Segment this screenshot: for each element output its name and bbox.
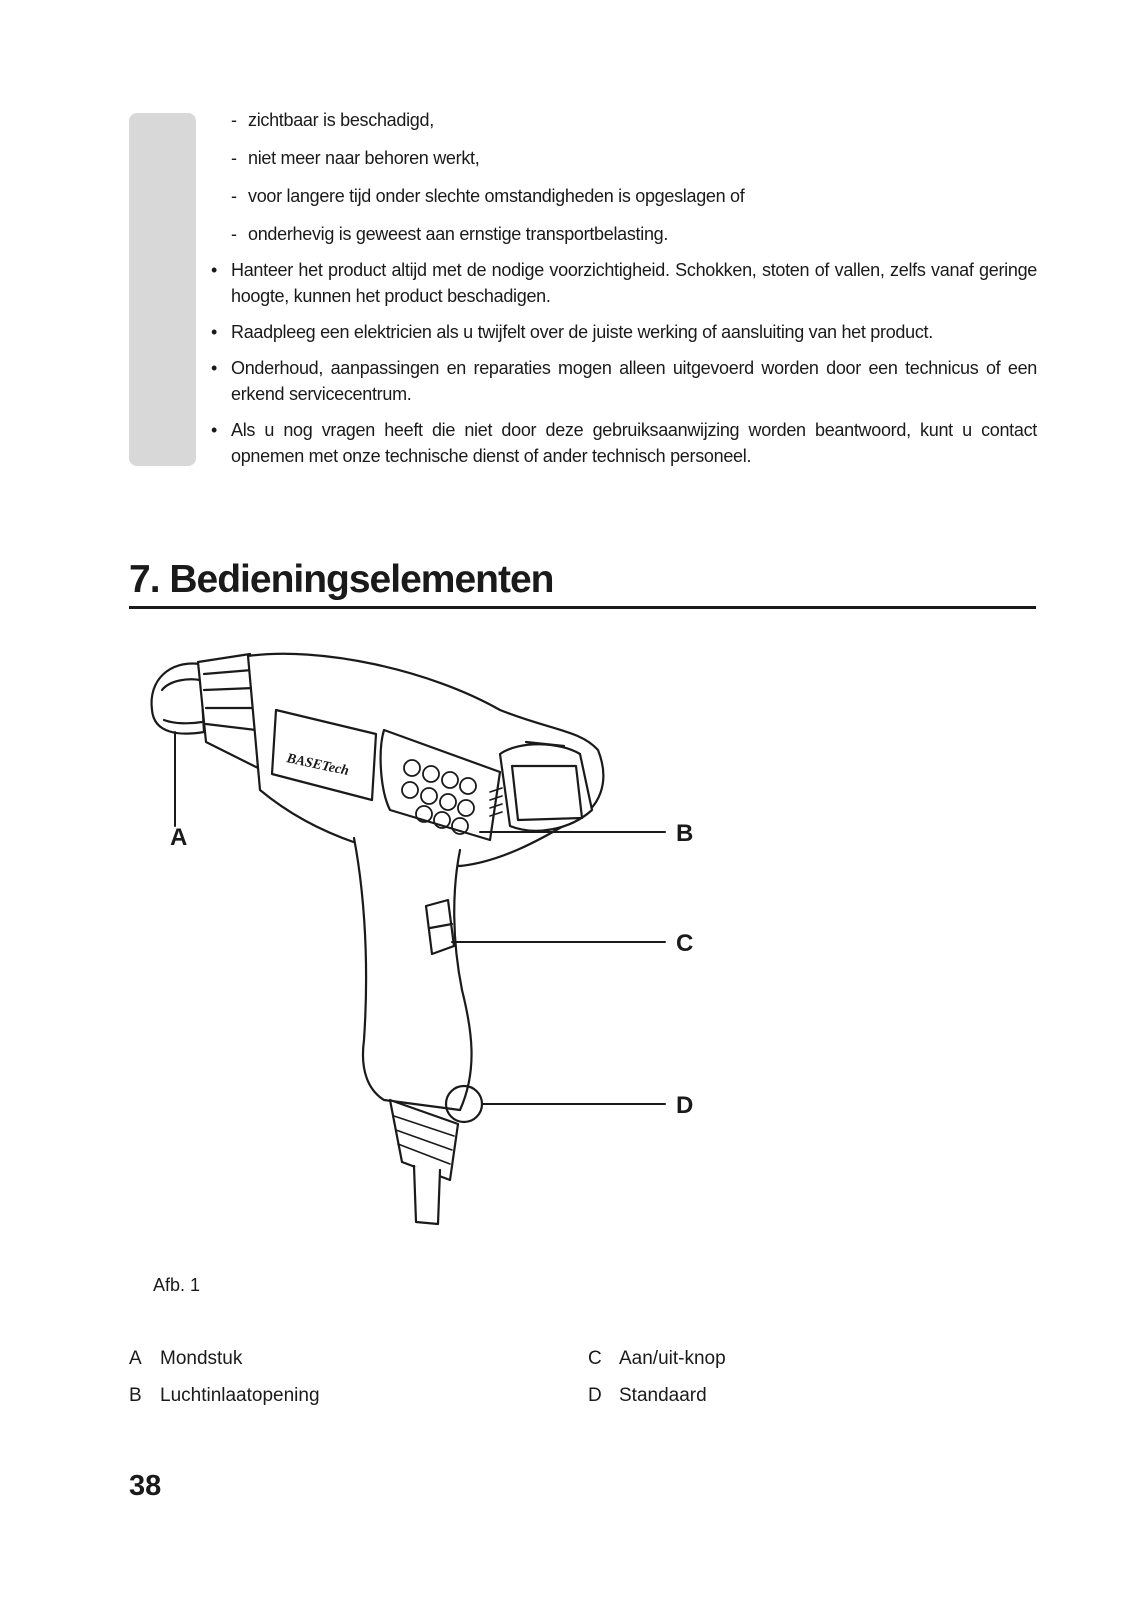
dash-item: - zichtbaar is beschadigd,	[231, 110, 434, 130]
page-number: 38	[129, 1470, 162, 1502]
legend-label: Luchtinlaatopening	[160, 1385, 320, 1406]
dash-item-text: onderhevig is geweest aan ernstige transportbelasting.	[248, 224, 669, 244]
bullet-item-text: Raadpleeg een elektricien als u twijfelt over de juiste werking of aansluiting van het product.	[231, 322, 933, 342]
dash-item-text: voor langere tijd onder slechte omstandigheden is opgeslagen of	[248, 186, 745, 206]
dash-item: - niet meer naar behoren werkt,	[231, 148, 480, 168]
dash-item-text: zichtbaar is beschadigd,	[248, 110, 434, 130]
bullet-item-text: Onderhoud, aanpassingen en reparaties mogen alleen uitgevoerd worden door een technicus of een erkend servicecentrum.	[231, 358, 1037, 404]
bullet-item: • Onderhoud, aanpassingen en reparaties mogen alleen uitgevoerd worden door een technicus of een erkend servicecentrum.	[211, 358, 1037, 404]
dash-item: - onderhevig is geweest aan ernstige transportbelasting.	[231, 224, 669, 244]
bullet-item: • Als u nog vragen heeft die niet door deze gebruiksaanwijzing worden beantwoord, kunt u contact opnemen met onze technische dienst of ander technisch personeel.	[211, 420, 1037, 466]
legend-label: Aan/uit-knop	[619, 1348, 726, 1369]
bullet-item: • Hanteer het product altijd met de nodige voorzichtigheid. Schokken, stoten of vallen, zelfs vanaf geringe hoogte, kunnen het product beschadigen.	[211, 260, 1037, 306]
legend-key: B	[129, 1385, 142, 1406]
legend-row	[129, 1340, 320, 1377]
legend-row	[129, 1377, 320, 1414]
callout-label-d: D	[676, 1092, 694, 1119]
legend-key: D	[588, 1385, 602, 1406]
section-title: 7. Bedieningselementen	[129, 555, 1036, 609]
callout-label-a: A	[170, 824, 188, 851]
callout-label-c: C	[676, 930, 694, 957]
legend-key: C	[588, 1348, 602, 1369]
legend-left	[129, 1340, 320, 1414]
legend-row	[588, 1340, 726, 1377]
dash-item: - voor langere tijd onder slechte omstandigheden is opgeslagen of	[231, 186, 745, 206]
bullet-item-text: Als u nog vragen heeft die niet door deze gebruiksaanwijzing worden beantwoord, kunt u contact opnemen met onze technische dienst of ander technisch personeel.	[231, 420, 1037, 466]
chapter-side-tab	[129, 113, 196, 466]
legend-right	[588, 1340, 726, 1414]
heat-gun-illustration	[140, 650, 740, 1250]
heat-gun-figure	[140, 650, 740, 1250]
dash-item-text: niet meer naar behoren werkt,	[248, 148, 480, 168]
legend-label: Mondstuk	[160, 1348, 243, 1369]
safety-list	[207, 107, 1037, 479]
brand-logo: BASETech	[285, 751, 351, 780]
legend-key: A	[129, 1348, 142, 1369]
figure-caption: Afb. 1	[153, 1275, 201, 1295]
legend-row	[588, 1377, 726, 1414]
legend-label: Standaard	[619, 1385, 707, 1406]
bullet-item-text: Hanteer het product altijd met de nodige voorzichtigheid. Schokken, stoten of vallen, zelfs vanaf geringe hoogte, kunnen het product beschadigen.	[231, 260, 1037, 306]
bullet-item: • Raadpleeg een elektricien als u twijfelt over de juiste werking of aansluiting van het product.	[211, 322, 933, 342]
callout-label-b: B	[676, 820, 694, 847]
